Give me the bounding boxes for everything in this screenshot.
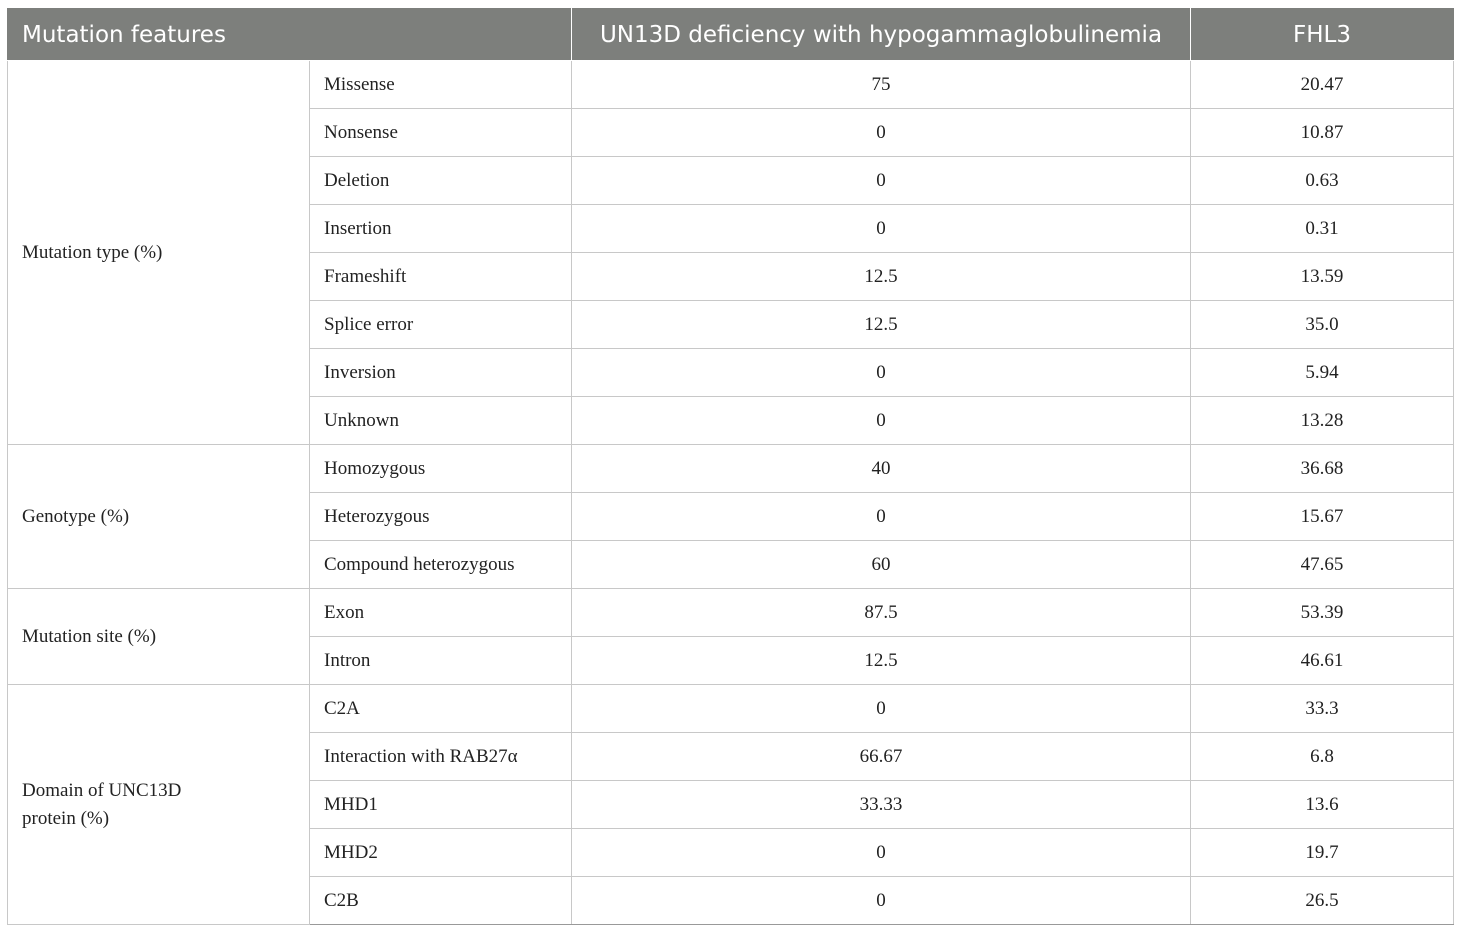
fhl3-value-cell: 33.3: [1191, 685, 1454, 733]
un13d-value-cell: 0: [572, 205, 1191, 253]
feature-cell: Compound heterozygous: [310, 541, 572, 589]
un13d-value-cell: 66.67: [572, 733, 1191, 781]
un13d-value-cell: 0: [572, 349, 1191, 397]
table-header: [8, 9, 1454, 61]
group-label-cell: [8, 61, 310, 445]
header-fhl3: FHL3: [1191, 9, 1454, 61]
feature-cell: Missense: [310, 61, 572, 109]
header-un13d-deficiency: UN13D deficiency with hypogammaglobulinemia: [572, 9, 1191, 61]
un13d-value-cell: 75: [572, 61, 1191, 109]
fhl3-value-cell: 13.59: [1191, 253, 1454, 301]
fhl3-value-cell: 0.31: [1191, 205, 1454, 253]
feature-cell: MHD1: [310, 781, 572, 829]
group-label: Mutation type (%): [22, 241, 163, 263]
un13d-value-cell: 0: [572, 829, 1191, 877]
feature-cell: C2B: [310, 877, 572, 925]
un13d-value-cell: 0: [572, 397, 1191, 445]
un13d-value-cell: 12.5: [572, 637, 1191, 685]
feature-cell: Heterozygous: [310, 493, 572, 541]
un13d-value-cell: 12.5: [572, 301, 1191, 349]
feature-cell: Insertion: [310, 205, 572, 253]
feature-cell: Inversion: [310, 349, 572, 397]
un13d-value-cell: 0: [572, 877, 1191, 925]
un13d-value-cell: 0: [572, 685, 1191, 733]
group-label-cell: [8, 685, 310, 925]
table-row: [8, 685, 1454, 733]
fhl3-value-cell: 35.0: [1191, 301, 1454, 349]
un13d-value-cell: 40: [572, 445, 1191, 493]
feature-cell: Intron: [310, 637, 572, 685]
header-mutation-features: Mutation features: [8, 9, 572, 61]
un13d-value-cell: 0: [572, 493, 1191, 541]
feature-cell: Frameshift: [310, 253, 572, 301]
table-row: [8, 445, 1454, 493]
group-label: Genotype (%): [22, 505, 130, 527]
fhl3-value-cell: 13.28: [1191, 397, 1454, 445]
feature-cell: Exon: [310, 589, 572, 637]
feature-cell: Nonsense: [310, 109, 572, 157]
table-row: [8, 61, 1454, 109]
group-label: Mutation site (%): [22, 625, 157, 647]
feature-cell: Unknown: [310, 397, 572, 445]
header-row: [8, 9, 1454, 61]
group-label-cell: [8, 589, 310, 685]
feature-cell: C2A: [310, 685, 572, 733]
fhl3-value-cell: 53.39: [1191, 589, 1454, 637]
un13d-value-cell: 33.33: [572, 781, 1191, 829]
fhl3-value-cell: 10.87: [1191, 109, 1454, 157]
group-label: Domain of UNC13D protein (%): [22, 779, 182, 829]
fhl3-value-cell: 0.63: [1191, 157, 1454, 205]
fhl3-value-cell: 5.94: [1191, 349, 1454, 397]
un13d-value-cell: 12.5: [572, 253, 1191, 301]
fhl3-value-cell: 47.65: [1191, 541, 1454, 589]
un13d-value-cell: 0: [572, 109, 1191, 157]
feature-cell: Interaction with RAB27α: [310, 733, 572, 781]
group-label-cell: [8, 445, 310, 589]
un13d-value-cell: 60: [572, 541, 1191, 589]
table-body: [8, 61, 1454, 925]
feature-cell: Splice error: [310, 301, 572, 349]
feature-cell: Homozygous: [310, 445, 572, 493]
fhl3-value-cell: 26.5: [1191, 877, 1454, 925]
feature-cell: MHD2: [310, 829, 572, 877]
un13d-value-cell: 87.5: [572, 589, 1191, 637]
fhl3-value-cell: 13.6: [1191, 781, 1454, 829]
fhl3-value-cell: 15.67: [1191, 493, 1454, 541]
feature-cell: Deletion: [310, 157, 572, 205]
fhl3-value-cell: 46.61: [1191, 637, 1454, 685]
mutation-features-table: [7, 8, 1454, 925]
table-row: [8, 589, 1454, 637]
fhl3-value-cell: 36.68: [1191, 445, 1454, 493]
un13d-value-cell: 0: [572, 157, 1191, 205]
fhl3-value-cell: 20.47: [1191, 61, 1454, 109]
fhl3-value-cell: 19.7: [1191, 829, 1454, 877]
fhl3-value-cell: 6.8: [1191, 733, 1454, 781]
